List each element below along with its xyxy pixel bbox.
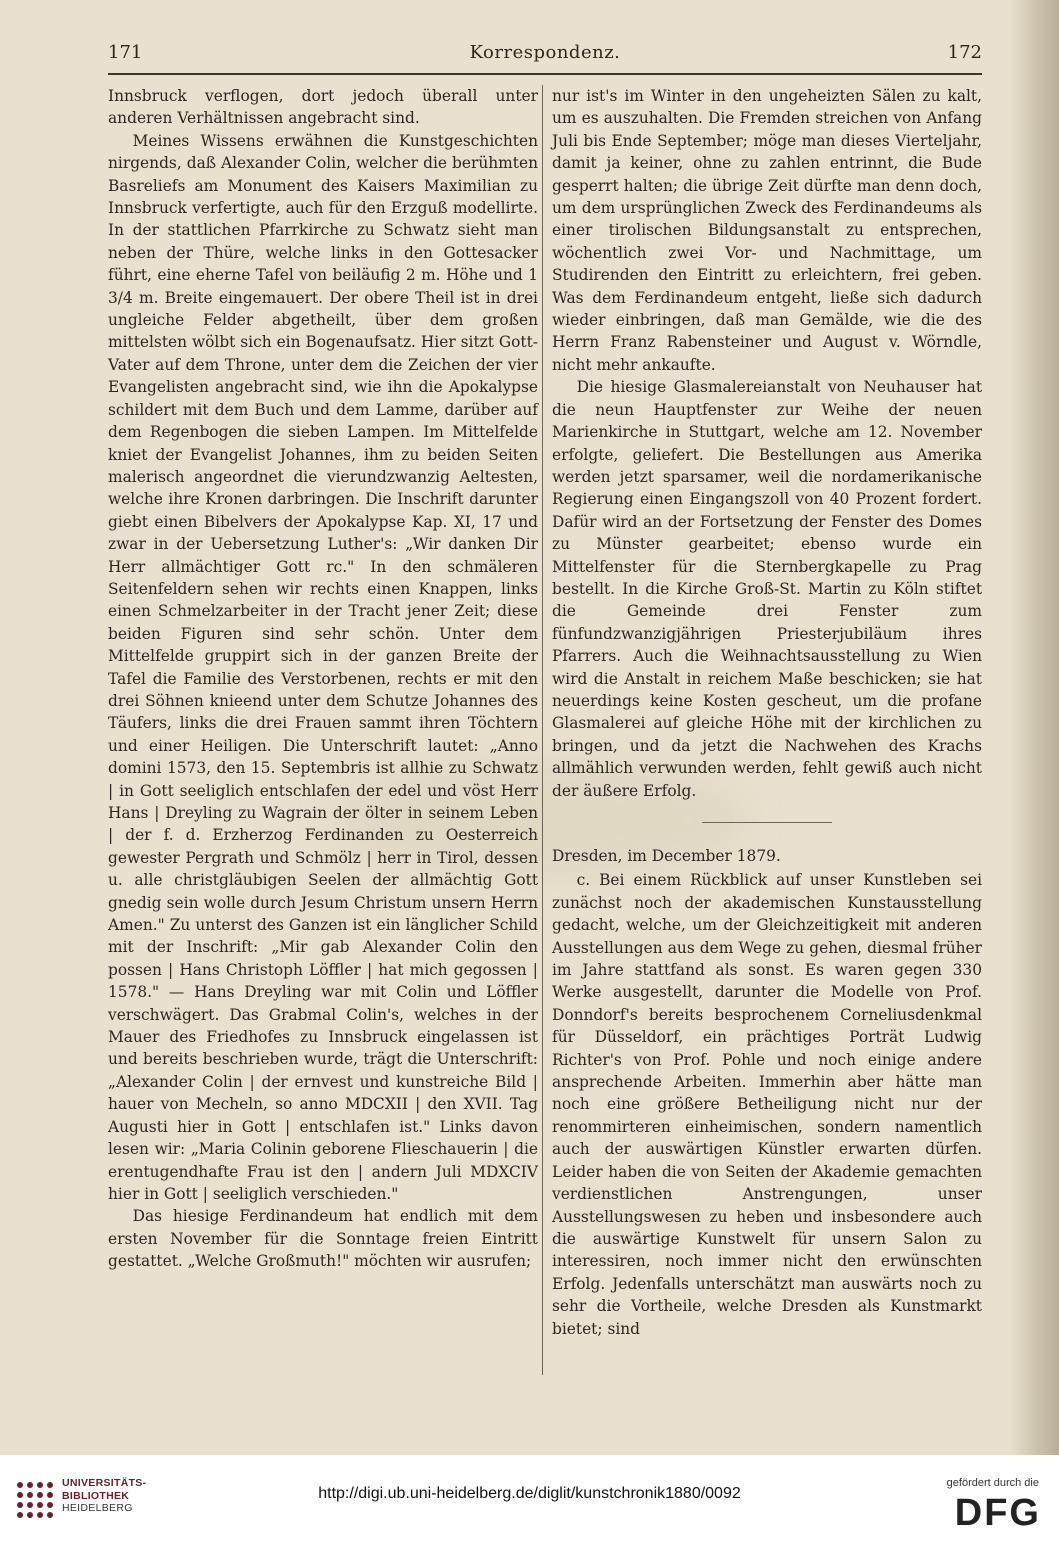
page-number-right: 172 [947,42,982,63]
viewer-footer [0,1455,1059,1545]
funding-label: gefördert durch die [946,1477,1039,1489]
permalink-url[interactable]: http://digi.ub.uni-heidelberg.de/diglit/kunstchronik1880/0092 [318,1485,741,1502]
header-rule [108,73,982,75]
paragraph: Innsbruck verflogen, dort jedoch überall unter anderen Verhältnissen angebracht sind. [108,87,538,128]
paragraph: c. Bei einem Rückblick auf unser Kunstleben sei zunächst noch der akademischen Kunstausstellung gedacht, welche, um der Gleichzeitigkeit mit anderen Ausstellungen aus dem Wege zu gehen, diesmal früher im Jahre stattfand als sonst. Es waren gegen 330 Werke ausgestellt, darunter die Modelle von Prof. Donndorf's bereits besprochenem Corneliusdenkmal für Düsseldorf, ein prächtiges Porträt Ludwig Richter's von Prof. Pohle und noch einige andere ansprechende Arbeiten. Immerhin aber hätte man noch eine größere Betheiligung nicht nur der renommirteren einheimischen, sondern namentlich auch der auswärtigen Künstler erwarten dürfen. Leider haben die von Seiten der Akademie gemachten verdienstlichen Anstrengungen, unser Ausstellungswesen zu heben und insbesondere auch die auswärtige Kunstwelt für unsern Salon zu interessiren, noch immer nicht den erwünschten Erfolg. Jedenfalls unterschätzt man auswärts noch zu sehr die Vortheile, welche Dresden als Kunstmarkt bietet; sind [552,871,982,1338]
running-title: Korrespondenz. [469,42,621,63]
column-divider [542,85,543,1375]
dateline: Dresden, im December 1879. [552,847,781,865]
left-column [108,85,538,1273]
paragraph: Die hiesige Glasmalereianstalt von Neuhauser hat die neun Hauptfenster zur Weihe der neuen Marienkirche in Stuttgart, welche am 12. November erfolgte, geliefert. Die Bestellungen aus Amerika werden jetzt sparsamer, weil die nordamerikanische Regierung einen Eingangszoll von 40 Prozent fordert. Dafür wird an der Fortsetzung der Fenster des Domes zu Münster gearbeitet; ebenso wurde ein Mittelfenster für die Sternbergkapelle zu Prag bestellt. In die Kirche Groß-St. Martin zu Köln stiftet die Gemeinde drei Fenster zum fünfundzwanzigjährigen Priesterjubiläum ihres Pfarrers. Auch die Weihnachtsausstellung zu Wien wird die Anstalt in reichem Maße beschicken; sie hat neuerdings keine Kosten gescheut, um die profane Glasmalerei auf gleiche Höhe mit der kirchlichen zu bringen, und da jetzt die Nachwehen des Krachs allmählich verwunden werden, fehlt gewiß auch nicht der äußere Erfolg. [552,378,982,800]
right-column [552,85,982,1340]
paragraph: Meines Wissens erwähnen die Kunstgeschichten nirgends, daß Alexander Colin, welcher die berühmten Basreliefs am Monument des Kaisers Maximilian zu Innsbruck verfertigte, auch für den Erzguß modellirte. In der stattlichen Pfarrkirche zu Schwatz sieht man neben der Thüre, welche links in den Gottesacker führt, eine eherne Tafel von beiläufig 2 m. Höhe und 1 3/4 m. Breite eingemauert. Der obere Theil ist in drei ungleiche Felder abgetheilt, über dem großen mittelsten wölbt sich ein Bogenaufsatz. Hier sitzt Gott-Vater auf dem Throne, unter dem die Zeichen der vier Evangelisten angebracht sind, wie ihn die Apokalypse schildert mit dem Buch und dem Lamme, darüber auf dem Regenbogen die sieben Lampen. Im Mittelfelde kniet der Evangelist Johannes, ihm zu beiden Seiten malerisch angeordnet die vierundzwanzig Aeltesten, welche ihre Kronen darbringen. Die Inschrift darunter giebt einen Bibelvers der Apokalypse Kap. XI, 17 und zwar in der Uebersetzung Luther's: „Wir danken Dir Herr allmächtiger Gott rc." In den schmäleren Seitenfeldern sehen wir rechts einen Knappen, links einen Schmelzarbeiter in der Tracht jener Zeit; diese beiden Figuren sind sehr schön. Unter dem Mittelfelde gruppirt sich in der ganzen Breite der Tafel die Familie des Verstorbenen, rechts er mit den drei Söhnen knieend unter dem Schutze Johannes des Täufers, links die drei Frauen sammt ihren Töchtern und einer Heiligen. Die Unterschrift lautet: „Anno domini 1573, den 15. Septembris ist allhie zu Schwatz | in Gott seeliglich entschlafen der edel und vöst Herr Hans | Dreyling zu Wagrain der ölter in seinem Leben | der f. d. Erzherzog Ferdinanden zu Oesterreich gewester Pergrath und Schmölz | herr in Tirol, dessen u. alle christgläubigen Seelen der allmächtig Gott gnedig sein wolle durch Jesum Christum unsern Herrn Amen." Zu unterst des Ganzen ist ein länglicher Schild mit der Inschrift: „Mir gab Alexander Colin den possen | Hans Christoph Löffler | hat mich gegossen | 1578." — Hans Dreyling war mit Colin und Löffler verschwägert. Das Grabmal Colin's, welches in der Mauer des Friedhofes zu Innsbruck eingelassen ist und bereits beschrieben wurde, trägt die Unterschrift: „Alexander Colin | der ernvest und kunstreiche Bild | hauer von Mecheln, so anno MDCXII | den XVII. Tag Augusti hier in Gott | entschlafen ist." Links davon lesen wir: „Maria Colinin geborene Flieschauerin | die erentugendhafte Frau ist den | andern Juli MDXCIV hier in Gott | seeliglich verschieden." [108,131,538,1203]
paragraph: Das hiesige Ferdinandeum hat endlich mit dem ersten November für die Sonntage freien Eintritt gestattet. „Welche Großmuth!" möchten wir ausrufen; [108,1207,538,1271]
library-name: UNIVERSITÄTS- BIBLIOTHEK HEIDELBERG [62,1477,147,1514]
page-gutter-shadow [1009,0,1059,1455]
dfg-logo: DFG [954,1492,1041,1534]
page-number-left: 171 [108,42,143,63]
section-rule [702,822,832,823]
paragraph: nur ist's im Winter in den ungeheizten Sälen zu kalt, um es auszuhalten. Die Fremden streichen von Anfang Juli bis Ende September; möge man dieses Vierteljahr, damit ja keiner, ohne zu zahlen entrinnt, die Bude gesperrt halten; die übrige Zeit dürfte man denn doch, um dem ursprünglichen Zweck des Ferdinandeums als einer tirolischen Bildungsanstalt zu entsprechen, wöchentlich zwei Vor- und Nachmittage, um Studirenden den Eintritt zu erleichtern, frei geben. Was dem Ferdinandeum entgeht, ließe sich dadurch wieder einbringen, daß man Gemälde, wie die des Herrn Franz Rabensteiner und August v. Wörndle, nicht mehr ankaufte. [552,87,982,374]
running-header [108,40,982,70]
